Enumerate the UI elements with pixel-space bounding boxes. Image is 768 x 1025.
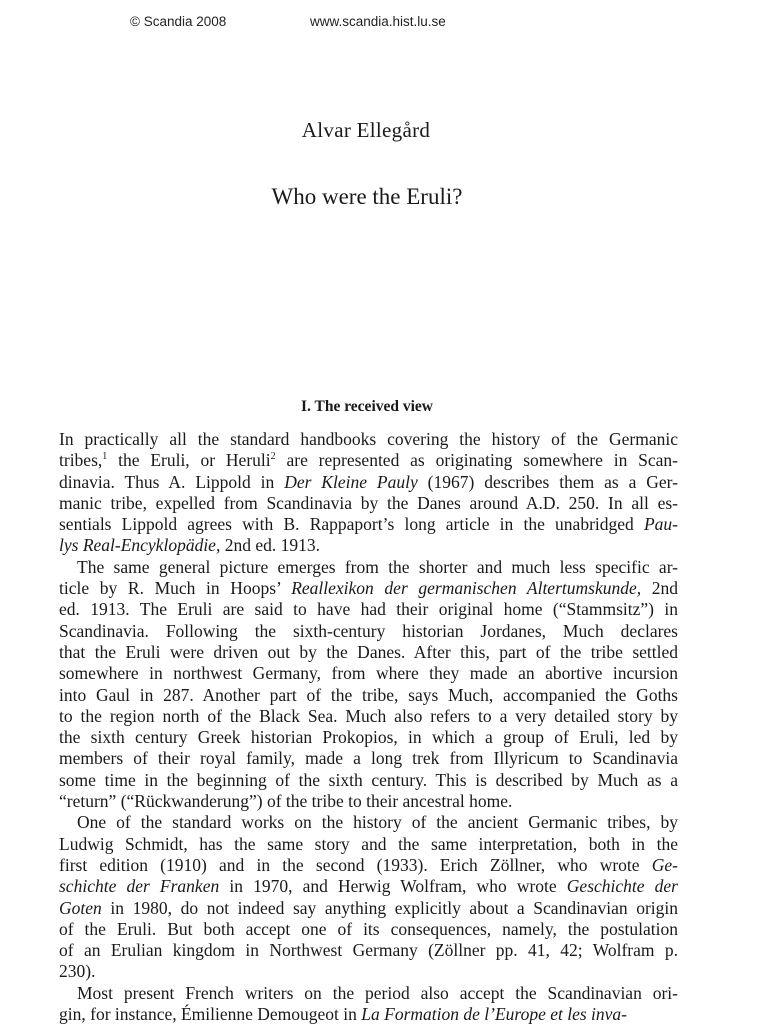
italic-title: Der Kleine Pauly — [284, 471, 418, 492]
text-line — [59, 493, 678, 514]
text-run: somewhere in northwest Germany, from where they made an abortive incursion — [59, 663, 678, 684]
text-line — [59, 706, 678, 727]
text-run: to the region north of the Black Sea. Much also refers to a very detailed story by — [59, 705, 678, 726]
text-run: gin, for instance, Émilienne Demougeot in — [59, 1004, 362, 1025]
text-run: the Eruli, or Heruli — [107, 450, 271, 471]
text-line — [59, 855, 678, 876]
text-line — [59, 599, 678, 620]
text-line — [59, 919, 678, 940]
body-paragraph — [59, 983, 678, 1025]
italic-title: Goten — [59, 897, 102, 918]
text-line — [59, 940, 678, 961]
article-title: Who were the Eruli? — [271, 184, 463, 209]
text-run: of the Eruli. But both accept one of its consequences, namely, the postulation — [59, 918, 678, 939]
text-line — [59, 429, 678, 450]
text-line — [59, 685, 678, 706]
copyright-notice: © Scandia 2008 — [130, 14, 227, 29]
text-run: ed. 1913. The Eruli are said to have had their original home (“Stammsitz”) in — [59, 599, 678, 620]
text-line — [59, 535, 678, 556]
text-run: (1967) describes them as a Ger- — [417, 471, 678, 492]
section-heading: I. The received view — [300, 398, 433, 415]
text-line — [59, 961, 678, 982]
text-line — [59, 621, 678, 642]
text-run: manic tribe, expelled from Scandinavia by the Danes around A.D. 250. In all es- — [59, 492, 678, 513]
body-paragraph — [59, 557, 678, 813]
italic-title: Ge- — [651, 854, 678, 875]
text-run: In practically all the standard handbooks covering the history of the Germanic — [59, 429, 678, 449]
text-run: “return” (“Rückwanderung”) of the tribe to their ancestral home. — [59, 791, 513, 812]
italic-title: Geschichte der — [566, 876, 678, 897]
text-line — [59, 450, 678, 471]
text-run: tribes, — [59, 450, 103, 471]
text-run: Most present French writers on the period also accept the Scandinavian ori- — [77, 982, 678, 1003]
text-run: 2nd ed. 1913. — [220, 535, 320, 556]
text-run: sentials Lippold agrees with B. Rappaport’s long article in the unabridged — [59, 514, 644, 535]
text-run: that the Eruli were driven out by the Danes. After this, part of the tribe settled — [59, 641, 678, 662]
text-run: Scandinavia. Following the sixth-century historian Jordanes, Much declares — [59, 620, 678, 641]
text-run: 230). — [59, 961, 96, 982]
text-line — [59, 898, 678, 919]
text-run: into Gaul in 287. Another part of the tribe, says Much, accompanied the Goths — [59, 684, 678, 705]
text-run: in 1970, and Herwig Wolfram, who wrote — [219, 876, 567, 897]
text-line — [59, 727, 678, 748]
text-run: are represented as originating somewhere in Scan- — [275, 450, 679, 471]
italic-title: Pau- — [643, 514, 678, 535]
text-run: 2nd — [641, 578, 678, 599]
body-paragraph — [59, 812, 678, 982]
text-line — [59, 748, 678, 769]
italic-title: Reallexikon der germanischen Altertumskunde, — [291, 578, 642, 599]
footnote-reference[interactable]: 1 — [102, 451, 108, 463]
text-run: dinavia. Thus A. Lippold in — [59, 471, 285, 492]
text-line — [59, 812, 678, 833]
text-line — [59, 472, 678, 493]
text-line — [59, 876, 678, 897]
text-line — [59, 834, 678, 855]
italic-title: lys Real-Encyklopädie, — [59, 535, 221, 556]
text-line — [59, 663, 678, 684]
website-url[interactable]: www.scandia.hist.lu.se — [310, 14, 446, 29]
footnote-reference[interactable]: 2 — [270, 451, 276, 463]
page-header — [0, 14, 768, 34]
text-line — [59, 770, 678, 791]
text-line — [59, 642, 678, 663]
text-run: ticle by R. Much in Hoops’ — [59, 578, 292, 599]
italic-title: schichte der Franken — [59, 876, 220, 897]
text-run: some time in the beginning of the sixth century. This is described by Much as a — [59, 769, 678, 790]
italic-title: La Formation de l’Europe et les inva- — [361, 1004, 627, 1025]
text-line — [59, 791, 678, 812]
text-line — [59, 557, 678, 578]
text-line — [59, 514, 678, 535]
body-paragraph — [59, 429, 678, 557]
text-run: members of their royal family, made a long trek from Illyricum to Scandinavia — [59, 748, 678, 769]
text-run: The same general picture emerges from the shorter and much less specific ar- — [77, 556, 678, 577]
article-body — [59, 429, 678, 1025]
author-name: Alvar Ellegård — [301, 118, 431, 142]
text-run: One of the standard works on the history of the ancient Germanic tribes, by — [77, 812, 678, 833]
text-run: Ludwig Schmidt, has the same story and the same interpretation, both in the — [59, 833, 678, 854]
text-run: the sixth century Greek historian Prokopios, in which a group of Eruli, led by — [59, 727, 678, 748]
text-line — [59, 1004, 678, 1025]
text-line — [59, 983, 678, 1004]
text-line — [59, 578, 678, 599]
text-run: of an Erulian kingdom in Northwest Germany (Zöllner pp. 41, 42; Wolfram p. — [59, 940, 678, 961]
text-run: first edition (1910) and in the second (1933). Erich Zöllner, who wrote — [59, 854, 652, 875]
text-run: in 1980, do not indeed say anything explicitly about a Scandinavian origin — [101, 897, 678, 918]
